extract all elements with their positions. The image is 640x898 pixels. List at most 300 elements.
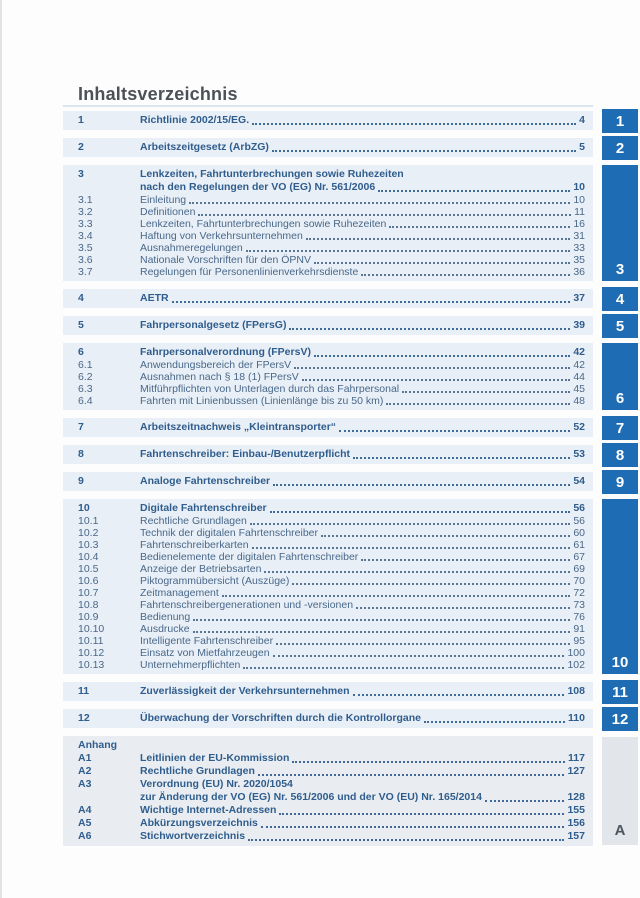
toc-group: [63, 709, 593, 728]
toc-entry-page: 156: [567, 817, 585, 829]
dotted-leader: [292, 583, 570, 585]
dotted-leader: [389, 226, 570, 228]
toc-entry-body: [140, 599, 585, 611]
toc-entry-title-line: [140, 515, 585, 527]
dotted-leader: [356, 607, 570, 609]
dotted-leader: [424, 721, 565, 723]
toc-entry-page: 108: [567, 685, 585, 697]
toc-entry-title: Technik der digitalen Fahrtenschreiber: [140, 527, 319, 539]
toc-entry-number: 10.1: [78, 515, 99, 527]
toc-entry-number: 6.4: [78, 395, 93, 407]
toc-entry-title: Fahrten mit Linienbussen (Linienlänge bis zu 50 km): [140, 395, 384, 407]
toc-group: [63, 682, 593, 701]
toc-group: [63, 445, 593, 464]
toc-entry-title: Bedienelemente der digitalen Fahrtenschreiber: [140, 551, 359, 563]
toc-entry-number: 10: [78, 502, 90, 514]
toc-entry-title-line: [140, 371, 585, 383]
toc-entry: [78, 168, 585, 194]
dotted-leader: [289, 328, 570, 330]
toc-entry-number: 2: [78, 141, 84, 153]
toc-entry-title-line: [140, 448, 585, 461]
toc-entry-title-line: [140, 599, 585, 611]
toc-entry-title-line: [140, 421, 585, 434]
toc-entry: [78, 611, 585, 623]
toc-entry-body: [140, 230, 585, 242]
toc-entry-title: Arbeitszeitgesetz (ArbZG): [140, 141, 269, 153]
toc-entry-title: Wichtige Internet-Adressen: [140, 804, 277, 816]
toc-entry: [78, 194, 585, 206]
toc-entry-title: Anwendungsbereich der FPersV: [140, 359, 292, 371]
toc-entry-title-line: [140, 359, 585, 371]
toc-entry-page: 157: [567, 830, 585, 842]
toc-entry-number: 3.6: [78, 254, 93, 266]
toc-entry-title: Analoge Fahrtenschreiber: [140, 475, 271, 487]
toc-entry: [78, 242, 585, 254]
toc-entry-title-line: [140, 587, 585, 599]
toc-entry-body: [140, 804, 585, 817]
toc-entry-body: [140, 539, 585, 551]
toc-entry: [78, 804, 585, 817]
toc-entry: [78, 587, 585, 599]
chapter-tab-column: [602, 0, 638, 898]
dotted-leader: [353, 694, 565, 696]
toc-entry-body: [140, 817, 585, 830]
toc-entry-body: [140, 623, 585, 635]
dotted-leader: [193, 619, 570, 621]
toc-entry-number: A6: [78, 830, 92, 842]
dotted-leader: [246, 250, 571, 252]
toc-entry-title-line: [140, 266, 585, 278]
toc-group: [63, 472, 593, 491]
toc-entry-title: Einleitung: [140, 194, 187, 206]
toc-entry-title: Ausnahmen nach § 18 (1) FPersV: [140, 371, 299, 383]
chapter-tab-4: [602, 287, 638, 311]
toc-entry: [78, 218, 585, 230]
toc-entry-page: 67: [573, 551, 585, 563]
toc-entry-number: 11: [78, 685, 90, 697]
toc-entry-title-line: [140, 611, 585, 623]
dotted-leader: [378, 190, 570, 192]
dotted-leader: [189, 202, 570, 204]
toc-entry-title: Zeitmanagement: [140, 587, 219, 599]
dotted-leader: [353, 457, 570, 459]
toc-entry-title: Richtlinie 2002/15/EG.: [140, 114, 250, 126]
toc-entry-body: [140, 765, 585, 778]
dotted-leader: [250, 523, 570, 525]
dotted-leader: [222, 595, 571, 597]
chapter-tab-2: [602, 136, 638, 160]
toc-entry-title: Rechtliche Grundlagen: [140, 765, 255, 777]
toc-entry-title: Haftung von Verkehrsunternehmen: [140, 230, 303, 242]
toc-entry-title-line1: [140, 168, 585, 181]
toc-entry-number: 1: [78, 114, 84, 126]
dotted-leader: [485, 800, 565, 802]
chapter-tab-label: 1: [615, 112, 625, 130]
page-title: Inhaltsverzeichnis: [78, 84, 238, 104]
dotted-leader: [302, 379, 571, 381]
toc-entry-title-line: [140, 830, 585, 843]
toc-entry-body: [140, 752, 585, 765]
toc-entry-number: 10.9: [78, 611, 99, 623]
dotted-leader: [386, 403, 570, 405]
dotted-leader: [252, 123, 576, 125]
toc-entry: [78, 539, 585, 551]
toc-entry: [78, 778, 585, 804]
toc-entry: [78, 395, 585, 407]
toc-entry-title-line: [140, 395, 585, 407]
chapter-tab-6: [602, 343, 638, 410]
toc-entry-page: 91: [573, 623, 585, 635]
toc-entry-body: [140, 551, 585, 563]
toc-entry-page: 37: [573, 292, 585, 304]
toc-entry-title-continued: nach den Regelungen der VO (EG) Nr. 561/2006: [140, 181, 376, 193]
toc-entry-body: [140, 292, 585, 305]
toc-entry: [78, 383, 585, 395]
toc-entry-number: 3.2: [78, 206, 93, 218]
toc-entry: [78, 659, 585, 671]
toc-entry-body: [140, 527, 585, 539]
toc-entry-page: 56: [573, 502, 585, 514]
toc-entry-title: Lenkzeiten, Fahrtunterbrechungen sowie Ruhezeiten: [140, 218, 387, 230]
toc-entry-title-line: [140, 791, 585, 804]
toc-entry: [78, 575, 585, 587]
dotted-leader: [294, 367, 570, 369]
toc-entry-body: [140, 685, 585, 698]
toc-entry-body: [140, 575, 585, 587]
toc-entry-title: Abkürzungsverzeichnis: [140, 817, 258, 829]
toc-entry-title-line: [140, 141, 585, 154]
toc-entry-page: 61: [573, 539, 585, 551]
toc-entry-page: 35: [573, 254, 585, 266]
toc-entry-page: 76: [573, 611, 585, 623]
toc-entry-number: 10.2: [78, 527, 99, 539]
dotted-leader: [321, 535, 570, 537]
toc-entry-body: [140, 448, 585, 461]
toc-entry: [78, 230, 585, 242]
toc-entry: [78, 563, 585, 575]
toc-entry-title-line: [140, 475, 585, 488]
dotted-leader: [361, 274, 570, 276]
toc-entry: [78, 830, 585, 843]
toc-entry-body: [140, 319, 585, 332]
chapter-tab-5: [602, 314, 638, 338]
toc-entry-body: [140, 647, 585, 659]
toc-entry-number: 10.10: [78, 623, 105, 635]
toc-entry-title-line: [140, 230, 585, 242]
toc-entry-title: Zuverlässigkeit der Verkehrsunternehmen: [140, 685, 350, 697]
chapter-tab-label: 11: [612, 683, 628, 701]
toc-entry-title: Ausnahmeregelungen: [140, 242, 243, 254]
dotted-leader: [198, 214, 571, 216]
toc-entry-body: [140, 383, 585, 395]
chapter-tab-3: [602, 165, 638, 281]
toc-entry: [78, 752, 585, 765]
toc-entry: [78, 254, 585, 266]
toc-group: [63, 138, 593, 157]
toc-entry-body: [140, 359, 585, 371]
toc-entry-title-line: [140, 817, 585, 830]
dotted-leader: [261, 826, 565, 828]
toc-entry-body: [140, 114, 585, 127]
toc-entry-page: 73: [573, 599, 585, 611]
dotted-leader: [270, 511, 571, 513]
toc-entry-number: 5: [78, 319, 84, 331]
chapter-tab-label: A: [614, 822, 626, 839]
chapter-tab-label: 8: [615, 446, 625, 464]
toc-entry-page: 95: [573, 635, 585, 647]
toc-entry-title: Rechtliche Grundlagen: [140, 515, 247, 527]
toc-entry: [78, 765, 585, 778]
toc-entry: [78, 599, 585, 611]
toc-entry-title-line: [140, 635, 585, 647]
toc-entry-title: Lenkzeiten, Fahrtunterbrechungen sowie Ruhezeiten: [140, 168, 404, 180]
toc-entry: [78, 292, 585, 305]
dotted-leader: [172, 301, 571, 303]
toc-entry-page: 102: [567, 659, 585, 671]
toc-entry-title: Fahrtenschreiberkarten: [140, 539, 249, 551]
chapter-tab-label: 3: [615, 261, 625, 278]
toc-entry-title: AETR: [140, 292, 169, 304]
toc-entry-page: 44: [573, 371, 585, 383]
toc-entry-title: Bedienung: [140, 611, 191, 623]
toc-entry-body: [140, 254, 585, 266]
chapter-tab-8: [602, 443, 638, 467]
toc-entry: [78, 635, 585, 647]
toc-entry-title: Intelligente Fahrtenschreiber: [140, 635, 274, 647]
chapter-tab-label: 4: [615, 290, 625, 308]
chapter-tab-label: 7: [615, 419, 625, 437]
toc-entry-title: Definitionen: [140, 206, 196, 218]
chapter-tab-9: [602, 470, 638, 494]
toc-group: [63, 499, 593, 674]
toc-entry-title: Stichwortverzeichnis: [140, 830, 246, 842]
toc-entry-title: Arbeitszeitnachweis „Kleintransporter“: [140, 421, 337, 433]
toc-entry-title-line: [140, 804, 585, 817]
toc-entry-page: 11: [574, 206, 585, 218]
toc-entry-body: [140, 515, 585, 527]
toc-entry-body: [140, 141, 585, 154]
toc-entry-title-line: [140, 712, 585, 725]
toc-list: [63, 111, 593, 854]
toc-entry-page: 56: [573, 515, 585, 527]
toc-entry-title: Nationale Vorschriften für den ÖPNV: [140, 254, 312, 266]
toc-entry-page: 45: [573, 383, 585, 395]
toc-entry-title: Unternehmerpflichten: [140, 659, 241, 671]
toc-entry-number: A1: [78, 752, 92, 764]
title-divider: [63, 105, 593, 107]
toc-entry-page: 127: [567, 765, 585, 777]
toc-entry-title-line: [140, 346, 585, 359]
toc-entry: [78, 502, 585, 515]
chapter-tab-label: 5: [615, 317, 625, 335]
toc-entry-title: Regelungen für Personenlinienverkehrsdienste: [140, 266, 359, 278]
toc-entry-body: [140, 712, 585, 725]
toc-entry-title-line: [140, 623, 585, 635]
toc-entry-title: Anzeige der Betriebsarten: [140, 563, 262, 575]
toc-entry-title-line: [140, 242, 585, 254]
toc-entry-number: A5: [78, 817, 92, 829]
toc-entry-title: Mitführpflichten von Unterlagen durch das Fahrpersonal: [140, 383, 400, 395]
toc-entry-number: 10.11: [78, 635, 104, 647]
toc-entry-page: 10: [573, 181, 585, 193]
toc-entry-number: 10.5: [78, 563, 99, 575]
toc-entry: [78, 206, 585, 218]
toc-group-header: [78, 739, 585, 752]
toc-entry: [78, 114, 585, 127]
chapter-tab-label: 2: [615, 139, 625, 157]
dotted-leader: [273, 484, 570, 486]
toc-entry-number: 8: [78, 448, 84, 460]
dotted-leader: [276, 643, 570, 645]
toc-entry: [78, 475, 585, 488]
dotted-leader: [314, 262, 570, 264]
toc-entry-number: 12: [78, 712, 90, 724]
dotted-leader: [273, 655, 565, 657]
toc-entry-title: Fahrpersonalverordnung (FPersV): [140, 346, 311, 358]
toc-entry-page: 31: [573, 230, 585, 242]
toc-entry-title-line: [140, 292, 585, 305]
toc-entry-body: [140, 168, 585, 194]
toc-entry-title-line: [140, 539, 585, 551]
toc-entry-title-line1: [140, 778, 585, 791]
toc-entry-page: 52: [573, 421, 585, 433]
toc-entry-title-line: [140, 218, 585, 230]
toc-entry-title-line: [140, 563, 585, 575]
toc-entry-page: 117: [568, 752, 585, 764]
toc-entry-number: 9: [78, 475, 84, 487]
toc-entry-number: 10.8: [78, 599, 99, 611]
toc-entry-number: A4: [78, 804, 92, 816]
dotted-leader: [339, 430, 570, 432]
toc-entry-page: 36: [573, 266, 585, 278]
toc-entry-title-line: [140, 647, 585, 659]
toc-entry-body: [140, 194, 585, 206]
toc-entry-page: 72: [573, 587, 585, 599]
toc-entry-title: Digitale Fahrtenschreiber: [140, 502, 267, 514]
toc-entry-title-line: [140, 659, 585, 671]
toc-entry-body: [140, 206, 585, 218]
toc-entry-page: 69: [573, 563, 585, 575]
toc-entry: [78, 319, 585, 332]
toc-entry-number: A3: [78, 778, 92, 790]
toc-entry-body: [140, 830, 585, 843]
toc-entry-number: 3.4: [78, 230, 93, 242]
chapter-tab-label: 9: [615, 473, 625, 491]
chapter-tab-7: [602, 416, 638, 440]
toc-entry-title: Ausdrucke: [140, 623, 190, 635]
dotted-leader: [264, 571, 570, 573]
toc-group-header-label: Anhang: [78, 739, 118, 751]
toc-entry-number: 3.7: [78, 266, 93, 278]
toc-entry: [78, 266, 585, 278]
toc-entry: [78, 817, 585, 830]
dotted-leader: [279, 813, 564, 815]
toc-entry-number: 4: [78, 292, 84, 304]
toc-entry-title-line: [140, 194, 585, 206]
toc-entry-title: Piktogrammübersicht (Auszüge): [140, 575, 290, 587]
dotted-leader: [252, 547, 571, 549]
toc-entry-page: 39: [573, 319, 585, 331]
toc-entry: [78, 141, 585, 154]
toc-entry-page: 4: [579, 114, 585, 126]
toc-entry-title-line: [140, 765, 585, 778]
toc-entry: [78, 712, 585, 725]
toc-entry-page: 54: [573, 475, 585, 487]
toc-entry-body: [140, 502, 585, 515]
dotted-leader: [292, 761, 565, 763]
toc-entry-title-line: [140, 254, 585, 266]
toc-entry-title-line: [140, 502, 585, 515]
toc-group: [63, 736, 593, 846]
chapter-tab-label: 12: [611, 710, 629, 728]
toc-entry-number: A2: [78, 765, 92, 777]
toc-entry-title-line: [140, 319, 585, 332]
dotted-leader: [306, 238, 570, 240]
toc-entry-page: 100: [567, 647, 585, 659]
toc-entry-page: 5: [579, 141, 585, 153]
toc-entry-page: 128: [567, 791, 585, 803]
toc-entry-body: [140, 635, 585, 647]
toc-entry: [78, 647, 585, 659]
toc-entry-title: Überwachung der Vorschriften durch die Kontrollorgane: [140, 712, 422, 724]
toc-group: [63, 111, 593, 130]
toc-entry-title-line: [140, 206, 585, 218]
toc-group: [63, 418, 593, 437]
toc-entry-body: [140, 587, 585, 599]
toc-entry-page: 110: [568, 712, 585, 724]
toc-entry-title: Fahrtenschreiber: Einbau-/Benutzerpflicht: [140, 448, 351, 460]
toc-entry: [78, 371, 585, 383]
toc-entry-title-line: [140, 527, 585, 539]
toc-entry-number: 6.3: [78, 383, 93, 395]
toc-entry-page: 53: [573, 448, 585, 460]
toc-entry-page: 16: [573, 218, 585, 230]
toc-entry-title: Einsatz von Mietfahrzeugen: [140, 647, 270, 659]
toc-entry-title: Leitlinien der EU-Kommission: [140, 752, 290, 764]
dotted-leader: [402, 391, 570, 393]
chapter-tab-label: 6: [615, 390, 625, 407]
toc-entry-page: 60: [573, 527, 585, 539]
toc-entry: [78, 448, 585, 461]
toc-entry-page: 70: [573, 575, 585, 587]
dotted-leader: [248, 839, 564, 841]
toc-entry-number: 10.3: [78, 539, 99, 551]
toc-entry: [78, 685, 585, 698]
toc-group: [63, 343, 593, 410]
toc-entry-body: [140, 563, 585, 575]
toc-entry-page: 48: [573, 395, 585, 407]
toc-entry-title: Fahrtenschreibergenerationen und -versionen: [140, 599, 354, 611]
toc-entry-title-line: [140, 752, 585, 765]
toc-entry-number: 7: [78, 421, 84, 433]
toc-entry-page: 42: [573, 359, 585, 371]
toc-entry-number: 10.6: [78, 575, 99, 587]
toc-entry: [78, 421, 585, 434]
dotted-leader: [193, 631, 571, 633]
toc-entry-number: 10.4: [78, 551, 99, 563]
dotted-leader: [272, 150, 576, 152]
toc-entry-page: 42: [573, 346, 585, 358]
toc-entry: [78, 346, 585, 359]
toc-group: [63, 316, 593, 335]
dotted-leader: [243, 667, 564, 669]
chapter-tab-a: [602, 737, 638, 845]
toc-entry: [78, 527, 585, 539]
toc-entry-number: 10.12: [78, 647, 105, 659]
toc-entry-title-line: [140, 551, 585, 563]
toc-entry-page: 155: [567, 804, 585, 816]
toc-entry-body: [140, 346, 585, 359]
